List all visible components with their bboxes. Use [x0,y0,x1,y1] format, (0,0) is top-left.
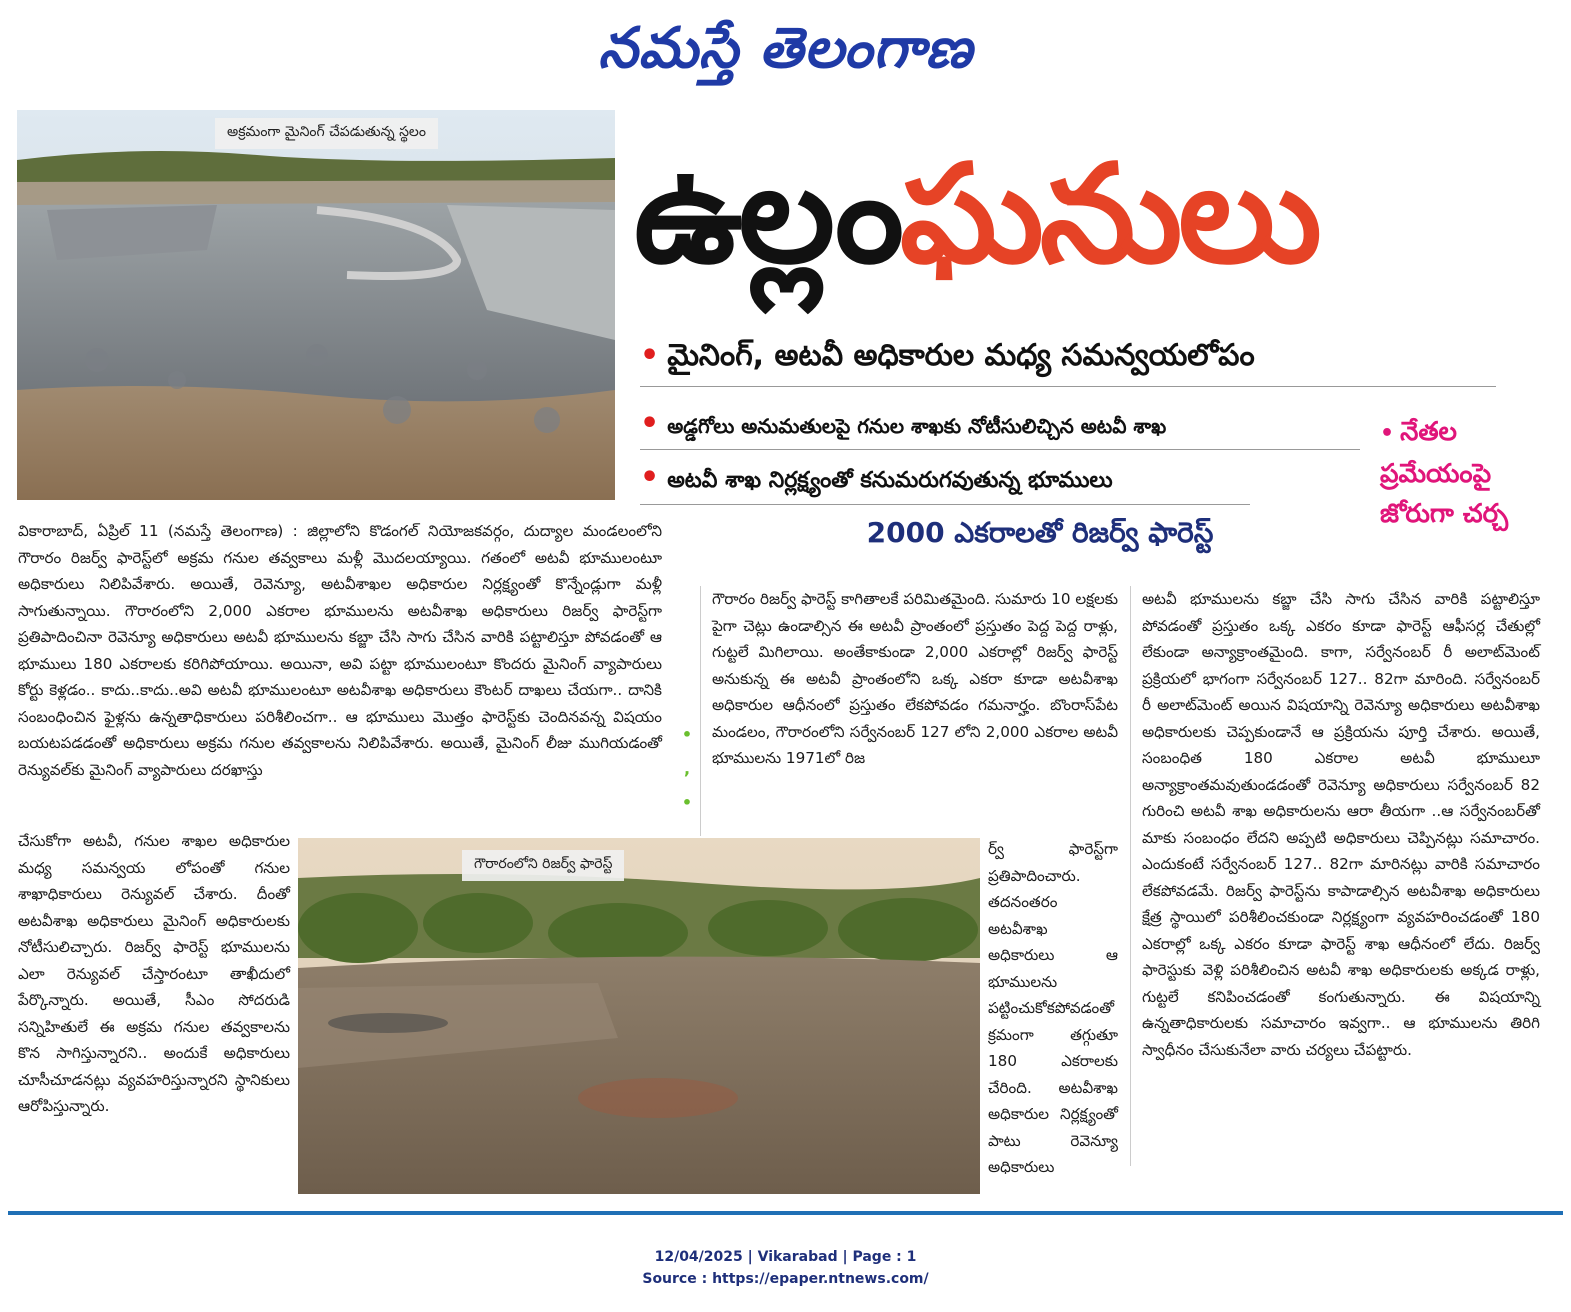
footer-source-link[interactable]: Source : https://epaper.ntnews.com/ [642,1271,929,1287]
side-highlight [1380,412,1550,534]
deck-line [640,406,1360,450]
bullet-icon: • [640,460,660,495]
column-three-text: అటవీ భూములను కబ్జా చేసి సాగు చేసిన వారికి పట్టాలిస్తూ పోవడంతో ప్రస్తుతం ఒక్క ఎకరం కూడా ఫారెస్ట్ ఆఫీసర్ల చేతుల్లో లేకుండా అన్యాక్రాంతమైంది. కాగా, సర్వేనంబర్ రీ అలాట్‌మెంట్ ప్రక్రియలో భాగంగా సర్వేనంబర్ 127.. 82గా మారింది. సర్వేనంబర్ రీ అలాట్‌మెంట్ అయిన విషయాన్ని రెవెన్యూ అధికారులు అటవీశాఖ అధికారులకు చెప్పకుండానే ఆ ప్రక్రియను పూర్తి చేశారు. అయితే, సంబంధిత 180 ఎకరాల అటవీ భూములూ అన్యాక్రాంతమవుతుండడంతో రెవెన్యూ అధికారులు సర్వేనంబర్ 82 గురించి అటవీ శాఖ అధికారులను ఆరా తీయగా ..ఆ సర్వేనంబర్‌తో మాకు సంబంధం లేదని అప్పటి అధికారులు చెప్పినట్లు సమాచారం. ఎందుకంటే సర్వేనంబర్ 127.. 82గా మారినట్లు వారికి సమాచారం లేకపోవడమే. రిజర్వ్ ఫారెస్ట్‌ను కాపాడాల్సిన అటవీశాఖ అధికారులు క్షేత్ర స్థాయిలో పరిశీలించకుండా నిర్లక్ష్యంగా వ్యవహరించడంతో 180 ఎకరాల్లో ఒక్క ఎకరం కూడా ఫారెస్ట్ శాఖ ఆధీనంలో లేదు. రిజర్వ్ ఫారెస్టుకు వెళ్లి పరిశీలించిన అటవీ శాఖ అధికారులకు అక్కడ రాళ్లు, గుట్టలే కనిపించడంతో కంగుతున్నారు. ఈ విషయాన్ని ఉన్నతాధికారులకు సమాచారం ఇవ్వగా.. ఆ భూములను తిరిగి స్వాధీనం చేసుకునేలా వారు చర్యలు చేపట్టారు. [1142,590,1540,1059]
deck-text: అడ్డగోలు అనుమతులపై గనుల శాఖకు నోటీసులిచ్చిన అటవీ శాఖ [667,414,1167,438]
bullet-icon: • [1380,421,1395,446]
deck-line [640,338,1496,387]
deck-text: అటవీ శాఖ నిర్లక్ష్యంతో కనుమరుగవుతున్న భూములు [667,468,1113,493]
headline-part-black: ఉల్లం [634,136,900,294]
bullet-icon: • [640,338,660,373]
column-divider [1130,586,1131,1166]
bullet-icon: • [640,406,660,441]
deck-text: మైనింగ్, అటవీ అధికారుల మధ్య సమన్వయలోపం [667,338,1255,373]
lead-paragraph-continued: చేసుకోగా అటవీ, గనుల శాఖల అధికారుల మధ్య సమన్వయ లోపంతో గనుల శాఖాధికారులు రెన్యువల్ చేశారు. దీంతో అటవీశాఖ అధికారులు మైనింగ్ అధికారులకు నోటీసులిచ్చారు. రిజర్వ్ ఫారెస్ట్ భూములను ఎలా రెన్యువల్ చేస్తారంటూ తాఖీదులో పేర్కొన్నారు. అయితే, సీఎం సోదరుడి సన్నిహితులే ఈ అక్రమ గనుల తవ్వకాలను కొన సాగిస్తున్నారని.. అందుకే అధికారులు చూసీచూడనట్లు వ్యవహరిస్తున్నారని స్థానికులు ఆరోపిస్తున్నారు. [18,832,290,1115]
reserve-forest-photo [298,838,980,1194]
column-two-text: గౌరారం రిజర్వ్ ఫారెస్ట్ కాగితాలకే పరిమితమైంది. సుమారు 10 లక్షలకు పైగా చెట్లు ఉండాల్సిన ఈ అటవీ ప్రాంతంలో ప్రస్తుతం పెద్ద పెద్ద రాళ్లు, గుట్టలే మిగిలాయి. అంతేకాకుండా 2,000 ఎకరాల్లో రిజర్వ్ ఫారెస్ట్ అనుకున్న ఈ అటవీ ప్రాంతంలోని ఒక్క ఎకరా కూడా అటవీశాఖ అధికారుల ఆధీనంలో ప్రస్తుతం లేకపోవడం గమనార్హం. బొంరాస్‌పేట మండలం, గౌరారంలోని సర్వేనంబర్ 127 లోని 2,000 ఎకరాల అటవీ భూములను 1971లో రిజ [712,590,1118,767]
decorative-dots-icon: • , • [681,725,693,812]
photo-caption: అక్రమంగా మైనింగ్ చేపడుతున్న స్థలం [215,118,438,149]
photo-caption: గౌరారంలోని రిజర్వ్ ఫారెస్ట్ [462,850,624,881]
column-divider [700,586,701,836]
lead-paragraph: వికారాబాద్, ఏప్రిల్ 11 (నమస్తే తెలంగాణ) : జిల్లాలోని కొడంగల్ నియోజకవర్గం, దుద్యాల మండలంలోని గౌరారం రిజర్వ్ ఫారెస్ట్‌లో అక్రమ గనుల తవ్వకాలు మళ్లీ మొదలయ్యాయి. గతంలో అటవీ భూములంటూ అధికారులు నిలిపివేశారు. అయితే, రెవెన్యూ, అటవీశాఖల అధికారుల నిర్లక్ష్యంతో కొన్నేండ్లుగా మళ్లీ సాగుతున్నాయి. గౌరారంలోని 2,000 ఎకరాల భూములను అటవీశాఖ అధికారులు రిజర్వ్ ఫారెస్ట్‌గా ప్రతిపాదించినా రెవెన్యూ అధికారులు అటవీ భూములను కబ్జా చేసి సాగు చేసిన వారికి పట్టాలిస్తూ పోవడంతో ఆ భూములు 180 ఎకరాలకు కరిగిపోయాయి. అయినా, అవి పట్టా భూములంటూ కొందరు మైనింగ్ వ్యాపారులు కోర్టు కెళ్లడం.. కాదు..కాదు..అవి అటవీ భూములంటూ అటవీశాఖ అధికారులు కౌంటర్ దాఖలు చేయగా.. దానికి సంబంధించిన ఫైళ్లను ఉన్నతాధికారులు పరిశీలించగా.. ఆ భూములు మొత్తం ఫారెస్ట్‌కు చెందినవన్న విషయం బయటపడడంతో అధికారులు అక్రమ గనుల తవ్వకాలను నిలిపివేశారు. అయితే, మైనింగ్ లీజు ముగియడంతో రెన్యువల్‌కు మైనింగ్ వ్యాపారులు దరఖాస్తు [18,522,662,779]
mining-site-photo [17,110,615,500]
page-footer [0,1246,1571,1290]
headline-part-red: ఘనులు [899,136,1318,294]
deck-line [640,460,1250,505]
column-two-text-continued: ర్వ్ ఫారెస్ట్‌గా ప్రతిపాదించారు. తదనంతరం అటవీశాఖ అధికారులు ఆ భూములను పట్టించుకోకపోవడంతో క్రమంగా తగ్గుతూ 180 ఎకరాలకు చేరింది. అటవీశాఖ అధికారుల నిర్లక్ష్యంతో పాటు రెవెన్యూ అధికారులు [988,840,1118,1176]
footer-rule [8,1211,1563,1215]
section-subhead: 2000 ఎకరాలతో రిజర్వ్ ఫారెస్ట్ [866,516,1214,549]
footer-date-edition: 12/04/2025 | Vikarabad | Page : 1 [654,1249,917,1265]
headline [634,110,1554,330]
side-highlight-text: నేతల ప్రమేయంపై జోరుగా చర్చ [1380,417,1509,529]
newspaper-masthead: నమస్తే తెలంగాణ [598,15,973,81]
